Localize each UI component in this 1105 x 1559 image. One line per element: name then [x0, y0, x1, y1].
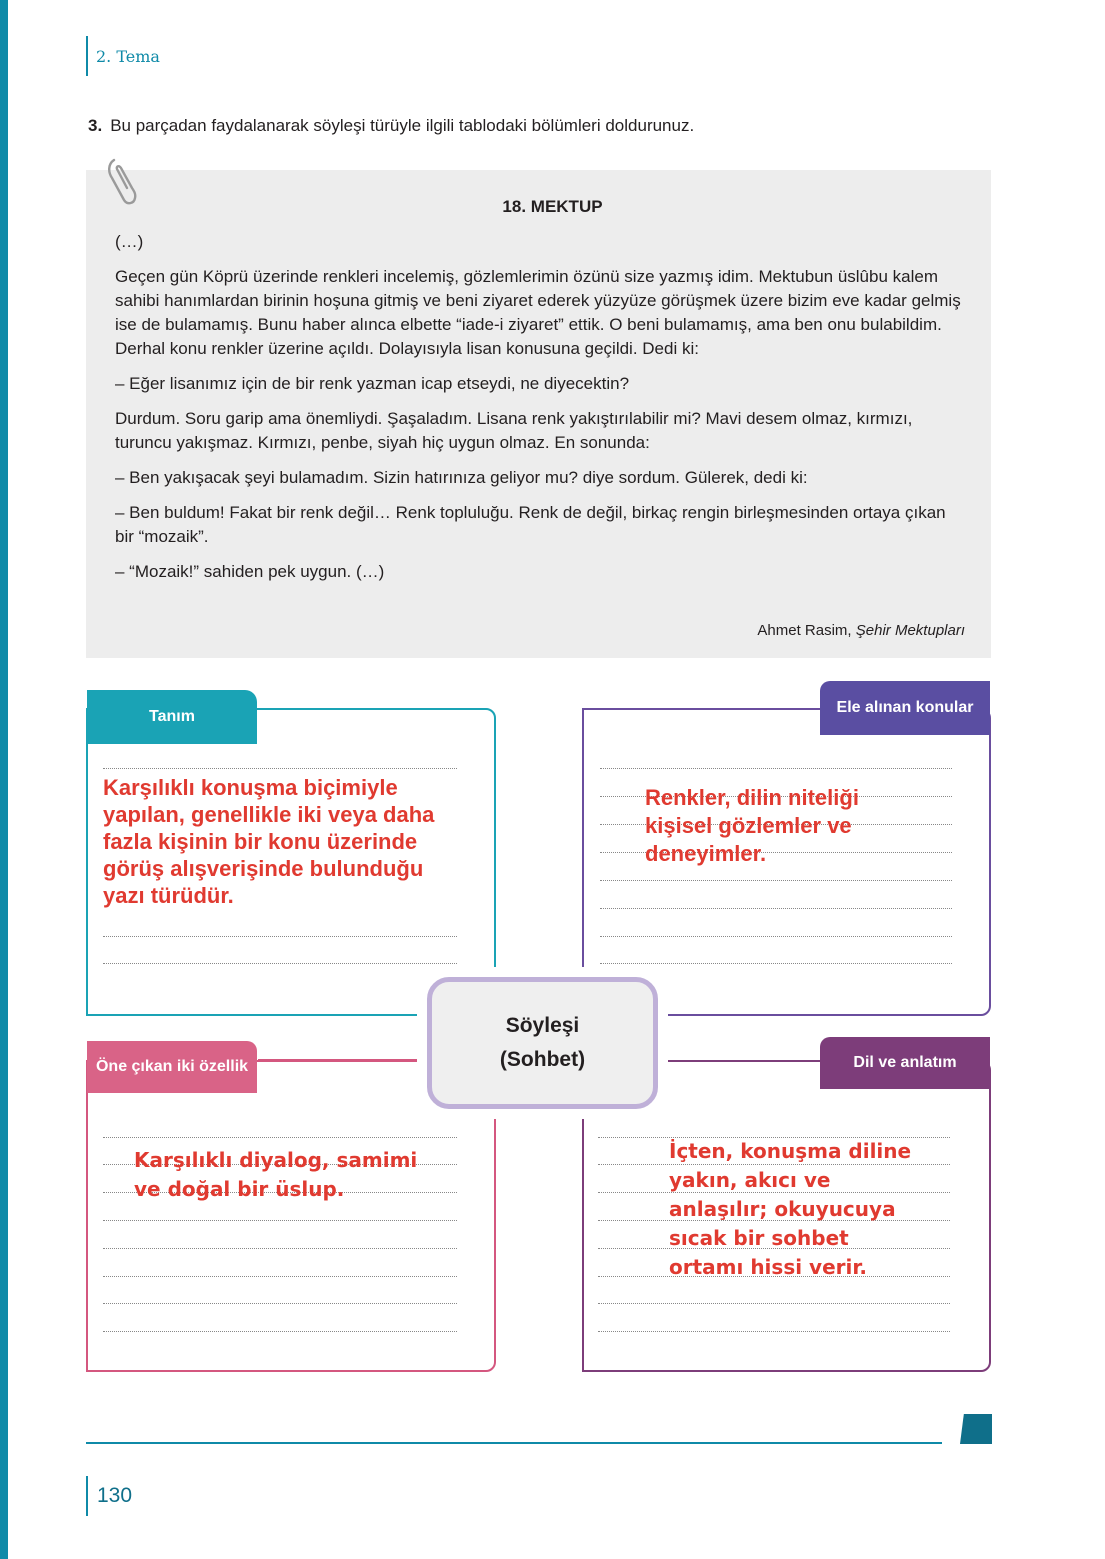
tab-definition: Tanım	[87, 690, 257, 744]
author: Ahmet Rasim,	[757, 622, 852, 639]
tab-language: Dil ve anlatım	[820, 1037, 990, 1089]
center-subtitle: (Sohbet)	[499, 1048, 586, 1071]
writing-line	[103, 1331, 457, 1332]
book-title: Şehir Mektupları	[855, 622, 965, 639]
paragraph: – Ben buldum! Fakat bir renk değil… Renk topluluğu. Renk de değil, birkaç rengin birleşmesinden ortaya çıkan bir “mozaik”.	[115, 503, 946, 546]
writing-line	[103, 1248, 457, 1249]
writing-line	[598, 1331, 950, 1332]
question-text: Bu parçadan faydalanarak söyleşi türüyle ilgili tablodaki bölümleri doldurunuz.	[110, 116, 695, 135]
footer-rule	[86, 1442, 942, 1444]
page-number: 130	[97, 1484, 133, 1507]
writing-line	[103, 1137, 457, 1138]
tab-topics: Ele alınan konular	[820, 681, 990, 735]
center-title: Söyleşi	[505, 1014, 580, 1037]
writing-line	[103, 936, 457, 937]
writing-line	[600, 768, 952, 769]
writing-line	[103, 1303, 457, 1304]
corner-mark	[960, 1414, 992, 1444]
answer-features: Karşılıklı diyalog, samimi ve doğal bir üslup.	[134, 1148, 418, 1201]
writing-line	[103, 1276, 457, 1277]
writing-line	[103, 963, 457, 964]
answer-language: İçten, konuşma diline yakın, akıcı ve anlaşılır; okuyucuya sıcak bir sohbet ortamı hissi verir.	[669, 1139, 912, 1279]
writing-line	[600, 880, 952, 881]
paragraph: Geçen gün Köprü üzerinde renkleri incelemiş, gözlemlerimin özünü size yazmış idim. Mektubun üslûbu kalem sahibi hanımlardan birinin hoşuna gitmiş ve beni ziyaret ederek yüzyüze görüşmek üzere bizim eve kadar gelmiş ise de bulamamış. Bunu haber alınca elbette “iade-i ziyaret” ettik. O beni bulamamış, ama ben onu bulabildim. Derhal konu renkler üzerine açıldı. Dolayısıyla lisan konusuna geçildi. Dedi ki:	[115, 267, 961, 358]
writing-line	[600, 936, 952, 937]
paragraph: – “Mozaik!” sahiden pek uygun. (…)	[115, 562, 385, 581]
center-node	[427, 977, 658, 1109]
paragraph: Durdum. Soru garip ama önemliydi. Şaşaladım. Lisana renk yakıştırılabilir mi? Mavi desem olmaz, kırmızı, turuncu yakışmaz. Kırmızı, penbe, siyah hiç uygun olmaz. En sonunda:	[115, 409, 913, 452]
writing-line	[103, 1220, 457, 1221]
writing-line	[103, 768, 457, 769]
paragraph: (…)	[115, 232, 144, 251]
reading-title: 18. MEKTUP	[502, 197, 603, 216]
question-number: 3.	[88, 116, 103, 135]
answer-topics: Renkler, dilin niteliği kişisel gözlemler ve deneyimler.	[645, 785, 859, 866]
theme-label: 2. Tema	[96, 47, 160, 66]
writing-line	[600, 908, 952, 909]
writing-line	[600, 963, 952, 964]
tab-features: Öne çıkan iki özellik	[87, 1041, 257, 1093]
writing-line	[598, 1303, 950, 1304]
paragraph: – Ben yakışacak şeyi bulamadım. Sizin hatırınıza geliyor mu? diye sordum. Gülerek, dedi ki:	[115, 468, 808, 487]
answer-definition: Karşılıklı konuşma biçimiyle yapılan, genellikle iki veya daha fazla kişinin bir konu üzerinde görüş alışverişinde bulunduğu yazı türüdür.	[103, 775, 435, 908]
page-number-rule	[86, 1476, 88, 1516]
paragraph: – Eğer lisanımız için de bir renk yazman icap etseydi, ne diyecektin?	[115, 374, 630, 393]
